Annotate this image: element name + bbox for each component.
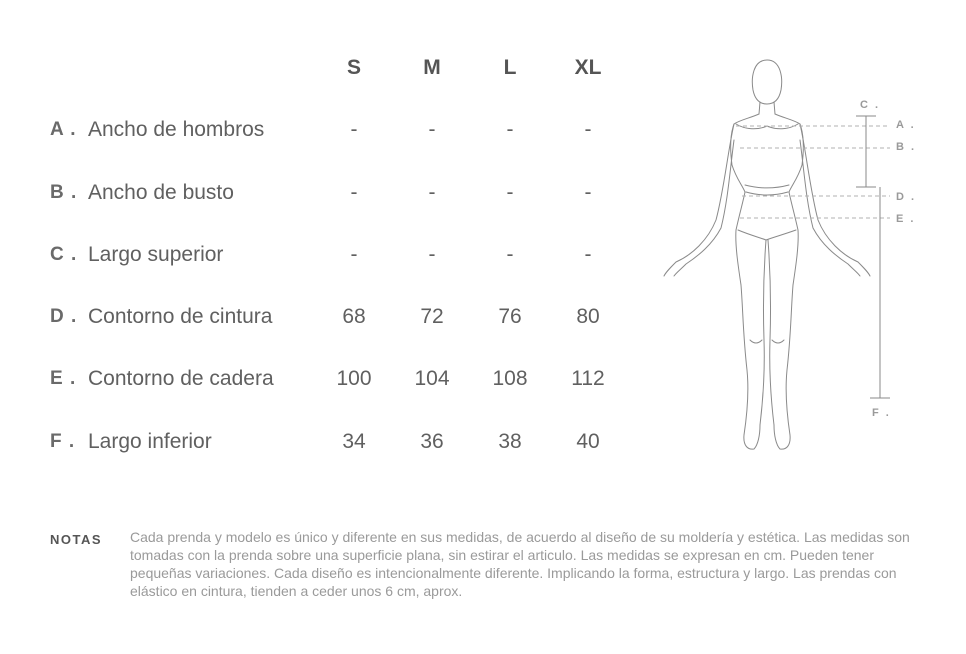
row-letter: D . [50,306,78,327]
row-letter: C . [50,244,78,265]
cell-s: 68 [342,305,366,328]
cell-xl: 40 [576,430,600,453]
label-d: D . [896,191,917,203]
cell-l: - [506,243,514,266]
row-letter: F . [50,431,76,452]
notes-title: NOTAS [50,532,103,547]
cell-s: - [350,118,358,141]
measurement-bars [856,116,890,398]
cell-s: 34 [342,430,366,453]
table-row-b [0,178,640,208]
row-letter: B . [50,182,78,203]
cell-m: 104 [414,367,450,390]
table-row-a [0,115,640,145]
cell-s: - [350,181,358,204]
cell-m: 36 [420,430,444,453]
cell-s: - [350,243,358,266]
row-label: Largo inferior [88,430,212,453]
cell-xl: - [584,181,592,204]
row-letter: A . [50,119,77,140]
table-row-c [0,240,640,270]
label-a: A . [896,119,916,131]
cell-xl: 80 [576,305,600,328]
label-e: E . [896,213,916,225]
notes-text: Cada prenda y modelo es único y diferente en sus medidas, de acuerdo al diseño de su moldería y estética. Las medidas son tomadas con la prenda sobre una superficie plana, sin estirar el articulo. Las medidas se expresan en cm. Pueden tener pequeñas variaciones. Cada diseño es intencionalmente diferente. Implicando la forma, estructura y largo. Las prendas con elástico en cintura, tienden a ceder unos 6 cm, aprox. [130,529,910,599]
size-header-l: L [503,56,517,79]
cell-m: - [428,181,436,204]
label-c: C . [860,99,881,111]
cell-l: 76 [498,305,522,328]
cell-l: 38 [498,430,522,453]
mannequin-illustration [650,40,950,460]
table-row-e [0,364,640,394]
label-b: B . [896,141,917,153]
row-label: Ancho de busto [88,181,234,204]
cell-xl: - [584,118,592,141]
size-header-m: M [423,56,441,79]
cell-s: 100 [336,367,372,390]
row-label: Ancho de hombros [88,118,265,141]
cell-m: - [428,243,436,266]
row-label: Contorno de cintura [88,305,273,328]
cell-xl: - [584,243,592,266]
mannequin-outline [664,60,870,449]
cell-m: 72 [420,305,444,328]
cell-m: - [428,118,436,141]
table-row-f [0,427,640,457]
label-f: F . [872,407,891,419]
cell-l: 108 [492,367,528,390]
row-label: Contorno de cadera [88,367,274,390]
table-row-d [0,302,640,332]
cell-l: - [506,118,514,141]
measurement-guides [736,126,890,218]
row-letter: E . [50,368,77,389]
size-header-s: S [346,56,361,79]
size-header-xl: XL [574,56,602,79]
body-measurement-figure [650,40,950,460]
row-label: Largo superior [88,243,224,266]
cell-l: - [506,181,514,204]
cell-xl: 112 [571,367,605,390]
